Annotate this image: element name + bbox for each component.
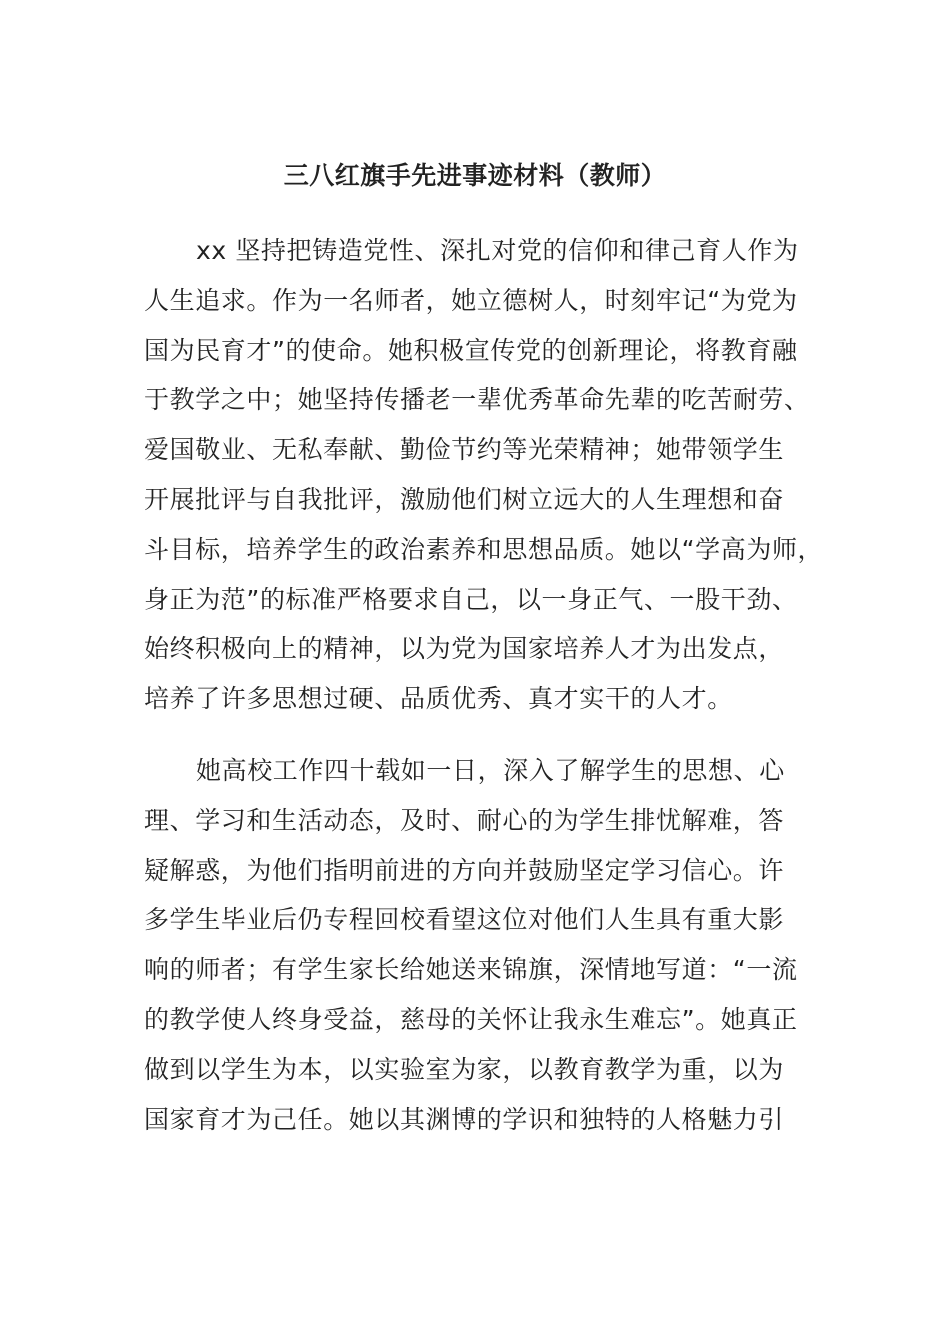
paragraph-line: 人生追求。作为一名师者，她立德树人，时刻牢记“为党为	[144, 285, 798, 315]
paragraph-line: 国家育才为己任。她以其渊博的学识和独特的人格魅力引	[144, 1104, 785, 1134]
paragraph-line: 爱国敬业、无私奉献、勤俭节约等光荣精神；她带领学生	[144, 435, 785, 465]
paragraph-line: 响的师者；有学生家长给她送来锦旗，深情地写道：“一流	[144, 955, 798, 985]
paragraph-line: 做到以学生为本，以实验室为家，以教育教学为重，以为	[144, 1054, 785, 1084]
paragraph-line: 身正为范”的标准严格要求自己，以一身正气、一股干劲、	[144, 584, 798, 614]
document-title: 三八红旗手先进事迹材料（教师）	[283, 161, 667, 190]
paragraph-line: 的教学使人终身受益，慈母的关怀让我永生难忘”。她真正	[144, 1004, 798, 1034]
paragraph-line: 培养了许多思想过硬、品质优秀、真才实干的人才。	[144, 684, 733, 714]
paragraph-line: 开展批评与自我批评，激励他们树立远大的人生理想和奋	[144, 484, 785, 514]
paragraph-line: 于教学之中；她坚持传播老一辈优秀革命先辈的吃苦耐劳、	[144, 385, 810, 415]
paragraph-line: 疑解惑，为他们指明前进的方向并鼓励坚定学习信心。许	[144, 855, 785, 885]
paragraph-line: 多学生毕业后仍专程回校看望这位对他们人生具有重大影	[144, 905, 785, 935]
paragraph-1	[144, 226, 824, 724]
paragraph-line: 斗目标，培养学生的政治素养和思想品质。她以“学高为师，	[144, 534, 824, 564]
paragraph-line: 理、学习和生活动态，及时、耐心的为学生排忧解难，答	[144, 805, 785, 835]
paragraph-line: 国为民育才”的使命。她积极宣传党的创新理论，将教育融	[144, 335, 798, 365]
paragraph-line: 始终积极向上的精神，以为党为国家培养人才为出发点，	[144, 634, 785, 664]
paragraph-2	[144, 746, 814, 1144]
paragraph-line: 她高校工作四十载如一日，深入了解学生的思想、心	[196, 756, 785, 785]
paragraph-line: xx 坚持把铸造党性、深扎对党的信仰和律己育人作为	[196, 236, 799, 265]
